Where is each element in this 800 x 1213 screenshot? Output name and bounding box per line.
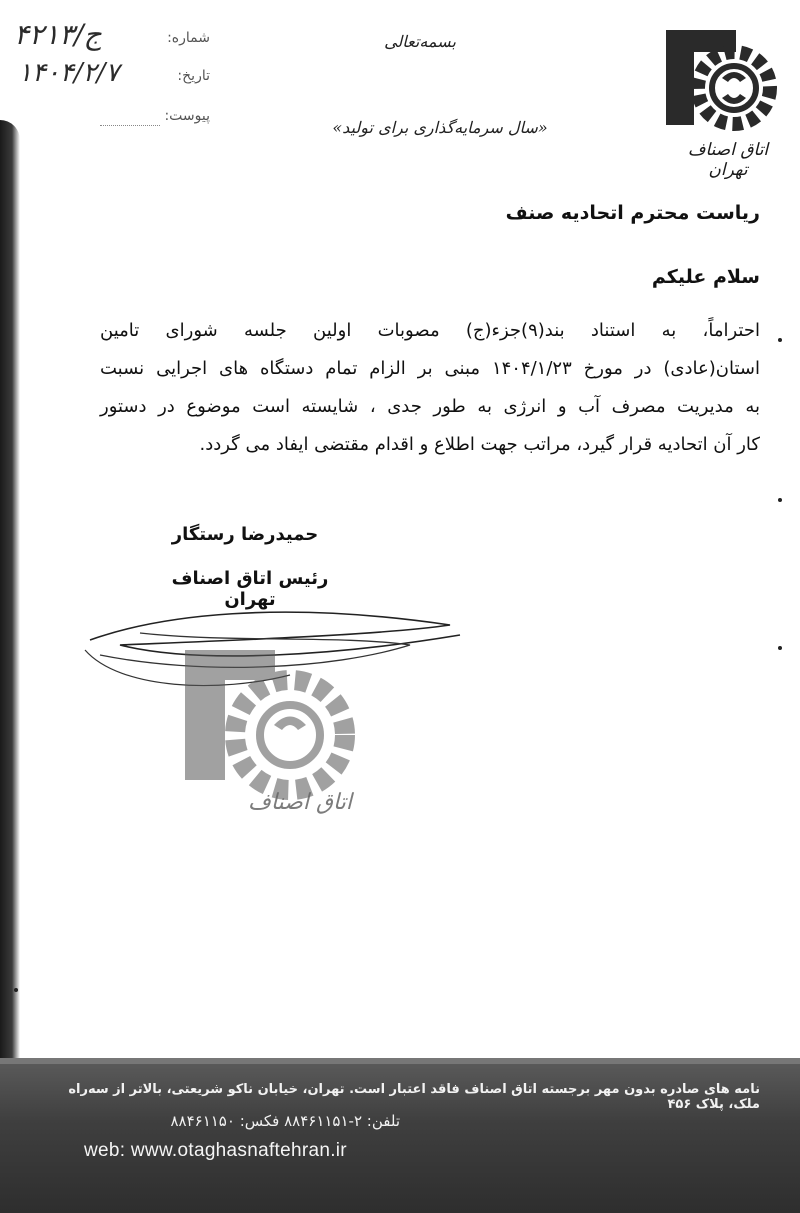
attachment-label: پیوست:: [164, 108, 210, 124]
scan-speck: [14, 988, 18, 992]
scan-speck: [778, 338, 782, 342]
salutation: سلام علیکم: [651, 266, 760, 288]
body-line-2: استان(عادی) در مورخ ۱۴۰۴/۱/۲۳ مبنی بر الزام تمام دستگاه های اجرایی نسبت: [100, 358, 760, 379]
scan-speck: [778, 646, 782, 650]
footer-notice-address: نامه های صادره بدون مهر برجسته اتاق اصناف فاقد اعتبار است. تهران، خیابان ناکو شریعتی، بالاتر از سه‌راه ملک، پلاک ۴۵۶: [68, 1082, 760, 1112]
signatory-name: حمیدرضا رستگار: [171, 524, 319, 545]
year-motto: «سال سرمایه‌گذاری برای تولید»: [332, 118, 548, 137]
body-line-1: احتراماً، به استناد بند(۹)جزء(ج) مصوبات اولین جلسه شورای تامین: [100, 320, 760, 341]
number-label: شماره:: [167, 30, 210, 46]
body-line-4: کار آن اتحادیه قرار گیرد، مراتب جهت اطلاع و اقدام مقتضی ایفاد می گردد.: [199, 434, 760, 455]
signatory-title: رئیس اتاق اصناف تهران: [171, 568, 329, 610]
logo-caption: اتاق اصناف تهران: [687, 140, 769, 180]
scan-speck: [778, 498, 782, 502]
bismillah-heading: بسمه‌تعالی: [384, 32, 456, 51]
date-value: ۱۴۰۴/۲/۷: [18, 58, 120, 88]
footer-website: web: www.otaghasnaftehran.ir: [84, 1140, 347, 1161]
recipient-line: ریاست محترم اتحادیه صنف: [505, 202, 760, 224]
attachment-line: [100, 124, 160, 126]
scan-edge-left: [0, 120, 20, 1100]
body-line-3: به مدیریت مصرف آب و انرژی به طور جدی ، شایسته است موضوع در دستور: [100, 396, 760, 417]
number-value: ۴۲۱۳/ج: [14, 18, 102, 51]
footer-phone-fax: تلفن: ۲-۸۸۴۶۱۱۵۱ فکس: ۸۸۴۶۱۱۵۰: [170, 1112, 400, 1130]
letter-body: [100, 312, 760, 464]
seal-caption: اتاق اصناف: [248, 790, 352, 815]
date-label: تاریخ:: [177, 68, 210, 84]
